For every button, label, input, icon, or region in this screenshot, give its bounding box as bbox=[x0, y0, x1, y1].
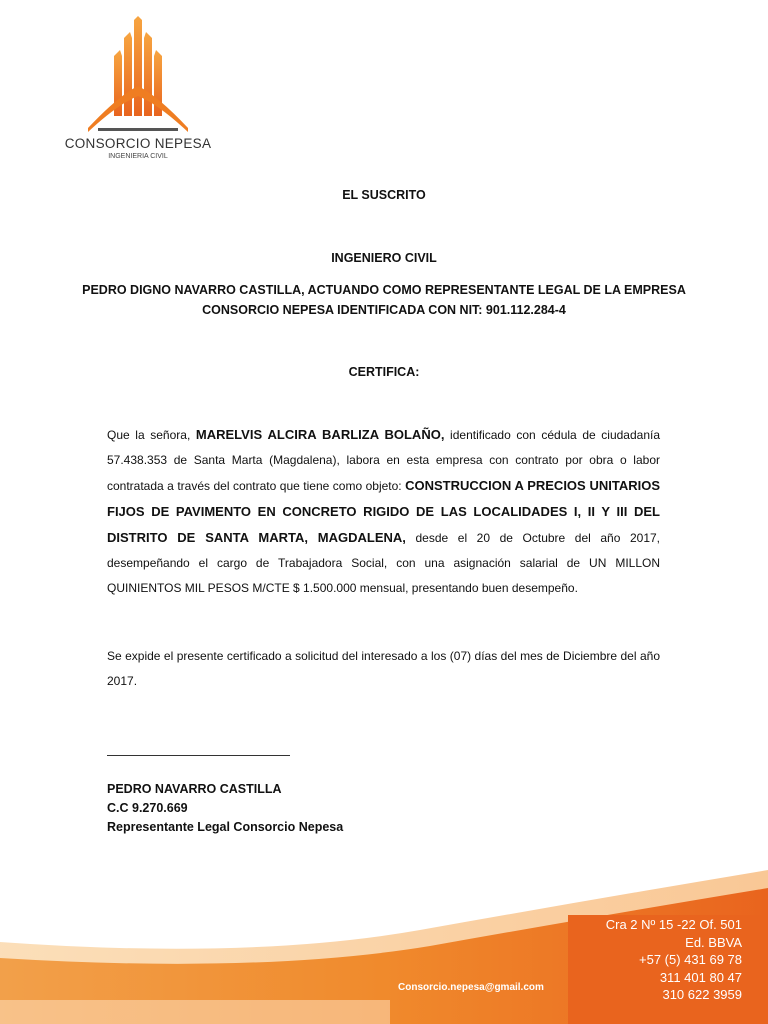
employee-name: MARELVIS ALCIRA BARLIZA BOLAÑO, bbox=[195, 427, 445, 442]
footer-building: Ed. BBVA bbox=[685, 934, 742, 950]
footer-contact bbox=[606, 916, 742, 1004]
id-text: identificado con cédula de ciudadanía 57.438.353 de Santa Marta (Magdalena), labora en esta empresa con contrato por obra o labor contratada a través del contrato que tiene como objeto: bbox=[107, 428, 660, 493]
signature-line bbox=[107, 755, 290, 756]
details-text: desde el 20 de Octubre del año 2017, desempeñando el cargo de Trabajadora Social, con una asignación salarial de UN MILLON QUINIENTOS MIL PESOS M/CTE $ 1.500.000 mensual, presentando buen desempeño. bbox=[107, 531, 661, 595]
expedition-text: Se expide el presente certificado a solicitud del interesado a los (07) días del mes de Diciembre del año 2017. bbox=[107, 649, 660, 688]
profession-heading: INGENIERO CIVIL bbox=[331, 251, 437, 265]
signer-name: PEDRO NAVARRO CASTILLA bbox=[107, 782, 282, 796]
signer-id: C.C 9.270.669 bbox=[107, 801, 188, 815]
company-logo bbox=[58, 16, 218, 166]
logo-subtitle: INGENIERIA CIVIL bbox=[108, 153, 168, 160]
logo-company-name: CONSORCIO NEPESA bbox=[64, 136, 212, 151]
suscrito-heading: EL SUSCRITO bbox=[342, 188, 426, 202]
footer-phone-3: 310 622 3959 bbox=[662, 987, 742, 1002]
contract-object: CONSTRUCCION A PRECIOS UNITARIOS FIJOS DE PAVIMENTO EN CONCRETO RIGIDO DE LAS LOCALIDADES I, II Y III DEL DISTRITO DE SANTA MARTA, MAGDALENA, bbox=[107, 478, 660, 545]
certificate-paragraph bbox=[107, 422, 660, 601]
certifica-heading: CERTIFICA: bbox=[348, 365, 420, 379]
representative-line-2: CONSORCIO NEPESA IDENTIFICADA CON NIT: 901.112.284-4 bbox=[202, 303, 566, 317]
representative-line-1: PEDRO DIGNO NAVARRO CASTILLA, ACTUANDO COMO REPRESENTANTE LEGAL DE LA EMPRESA bbox=[82, 283, 686, 297]
building-bridge-icon bbox=[88, 16, 188, 136]
footer-phone-2: 311 401 80 47 bbox=[659, 969, 742, 985]
intro-text: Que la señora, bbox=[107, 428, 196, 442]
signer-role: Representante Legal Consorcio Nepesa bbox=[107, 820, 344, 834]
footer-address: Cra 2 Nº 15 -22 Of. 501 bbox=[605, 917, 742, 932]
footer-email: Consorcio.nepesa@gmail.com bbox=[398, 982, 544, 993]
footer-phone-1: +57 (5) 431 69 78 bbox=[639, 952, 742, 967]
signature-block bbox=[107, 780, 343, 837]
